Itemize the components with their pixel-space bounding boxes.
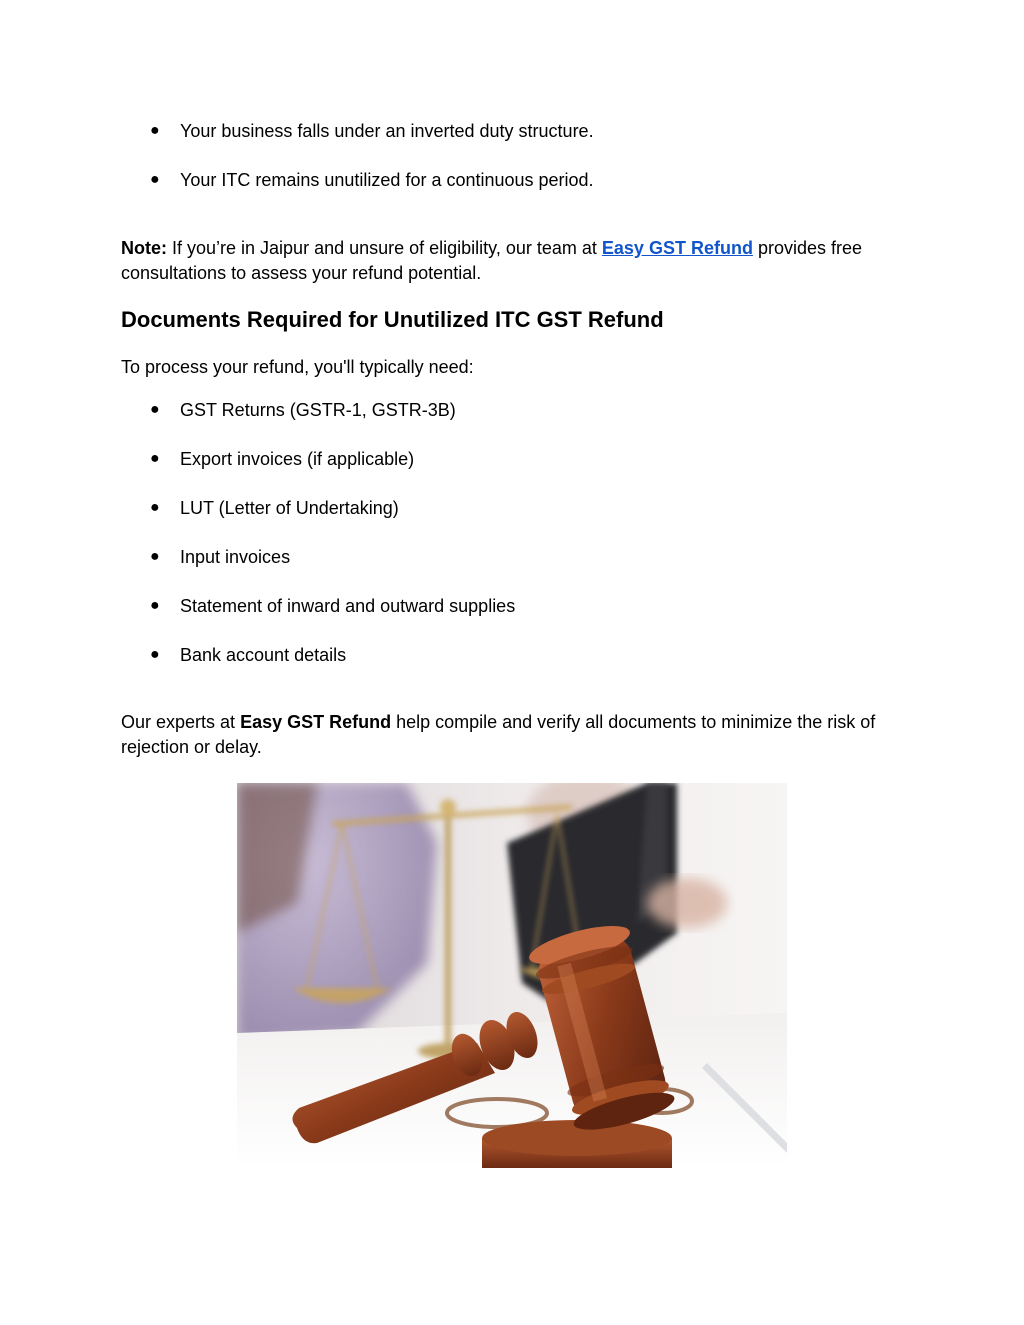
bullet-icon: ● (150, 548, 160, 565)
list-item-text: Your business falls under an inverted duty structure. (180, 121, 594, 141)
bullet-icon: ● (150, 499, 160, 516)
list-item-text: Export invoices (if applicable) (180, 449, 415, 469)
gavel-and-scales-photo (237, 783, 787, 1168)
easy-gst-refund-link[interactable]: Easy GST Refund (601, 238, 753, 258)
experts-text-after: help compile and verify all documents to minimize the risk of rejection or delay. (121, 712, 876, 757)
bullet-icon: ● (150, 646, 160, 663)
list-item-text: Your ITC remains unutilized for a continuous period. (180, 170, 594, 190)
list-item (150, 595, 515, 617)
brand-name: Easy GST Refund (240, 712, 392, 732)
note-text-after: provides free consultations to assess your refund potential. (121, 238, 862, 283)
section-heading: Documents Required for Unutilized ITC GST Refund (121, 307, 664, 332)
list-item-text: LUT (Letter of Undertaking) (180, 498, 399, 518)
list-item (150, 644, 515, 666)
list-item (150, 497, 515, 519)
bullet-icon: ● (150, 122, 160, 139)
note-text-before: If you’re in Jaipur and unsure of eligibility, our team at (167, 238, 602, 258)
list-item (150, 546, 515, 568)
experts-text-before: Our experts at (121, 712, 241, 732)
documents-list (150, 399, 515, 666)
bullet-icon: ● (150, 450, 160, 467)
photo-illustration (237, 783, 787, 1168)
intro-paragraph: To process your refund, you'll typically need: (121, 357, 474, 377)
note-paragraph (121, 236, 911, 285)
list-item (150, 448, 515, 470)
list-item (150, 120, 594, 142)
list-item (150, 399, 515, 421)
experts-paragraph (121, 710, 911, 759)
bullet-icon: ● (150, 597, 160, 614)
bullet-icon: ● (150, 401, 160, 418)
list-item (150, 169, 594, 191)
bullet-icon: ● (150, 171, 160, 188)
eligibility-list (150, 120, 594, 191)
list-item-text: Statement of inward and outward supplies (180, 596, 516, 616)
list-item-text: Bank account details (180, 645, 347, 665)
list-item-text: GST Returns (GSTR-1, GSTR-3B) (180, 400, 456, 420)
note-label: Note: (121, 238, 167, 258)
list-item-text: Input invoices (180, 547, 291, 567)
